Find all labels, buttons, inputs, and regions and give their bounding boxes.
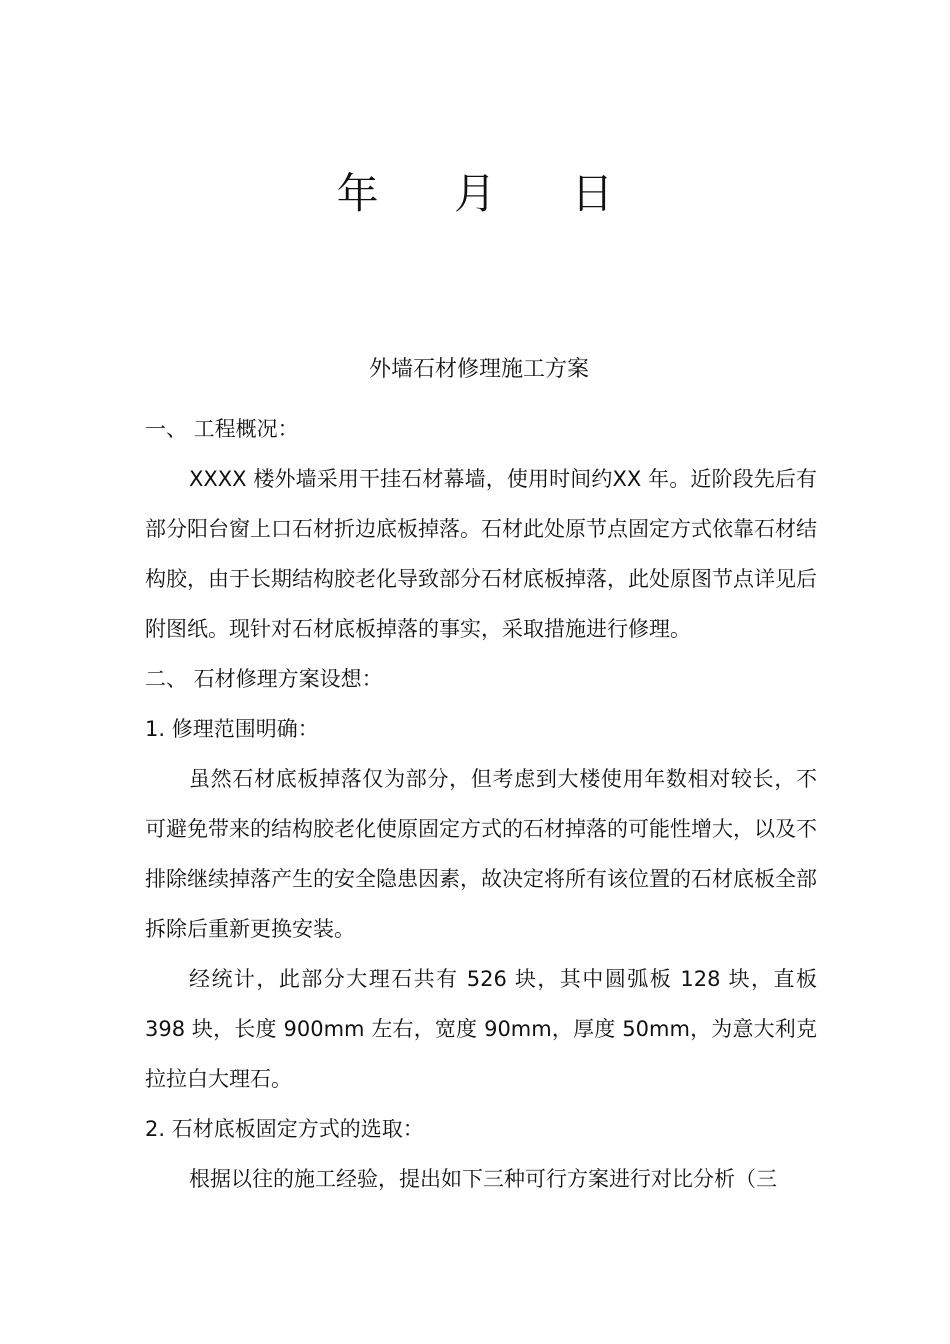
section-1-paragraph: XXXX 楼外墙采用干挂石材幕墙，使用时间约XX 年。近阶段先后有部分阳台窗上口石材折边底板掉落。石材此处原节点固定方式依靠石材结构胶，由于长期结构胶老化导致部分石材底板掉落，此处原图节点详见后附图纸。现针对石材底板掉落的事实，采取措施进行修理。	[145, 467, 817, 641]
section-1-heading: 一、 工程概况：	[145, 417, 299, 441]
subsection-2-1-paragraph-1: 虽然石材底板掉落仅为部分，但考虑到大楼使用年数相对较长，不可避免带来的结构胶老化使原固定方式的石材掉落的可能性增大，以及不排除继续掉落产生的安全隐患因素，故决定将所有该位置的石材底板全部拆除后重新更换安装。	[145, 767, 817, 941]
subsection-2-2-paragraph-1: 根据以往的施工经验，提出如下三种可行方案进行对比分析（三	[189, 1167, 777, 1191]
subsection-2-2-heading: 2. 石材底板固定方式的选取：	[145, 1117, 424, 1141]
date-year: 年	[336, 169, 379, 218]
subsection-2-1-heading: 1. 修理范围明确：	[145, 717, 319, 741]
date-line	[0, 166, 950, 222]
section-2-heading: 二、 石材修理方案设想：	[145, 667, 383, 691]
subsection-2-1-paragraph-2: 经统计，此部分大理石共有 526 块，其中圆弧板 128 块，直板 398 块，长度 900mm 左右，宽度 90mm，厚度 50mm，为意大利克拉拉白大理石。	[145, 967, 817, 1091]
date-month: 月	[453, 169, 496, 218]
document-body	[145, 404, 817, 1204]
document-title: 外墙石材修理施工方案	[368, 357, 589, 382]
date-day: 日	[571, 169, 614, 218]
